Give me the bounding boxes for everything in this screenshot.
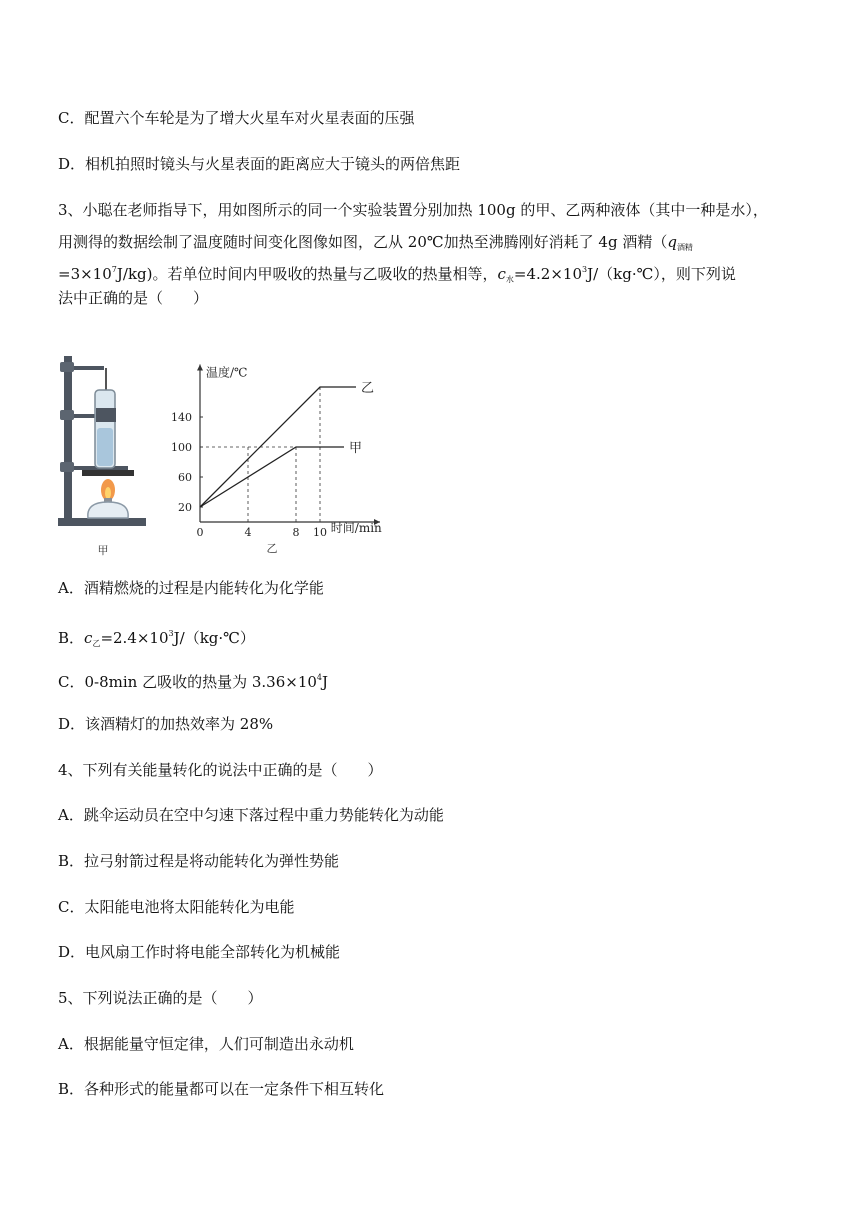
c-symbol: c — [84, 629, 93, 647]
gauze-icon — [82, 470, 134, 476]
clamp-icon — [60, 462, 74, 472]
y-axis-label: 温度/℃ — [206, 365, 248, 380]
q3-option-d: D．该酒精灯的加热效率为 28% — [58, 715, 274, 733]
q3-stem-line3 — [58, 260, 736, 290]
q4-option-d: D．电风扇工作时将电能全部转化为机械能 — [58, 943, 341, 961]
flame-core-icon — [105, 487, 111, 499]
q3-option-a: A．酒精燃烧的过程是内能转化为化学能 — [58, 579, 324, 597]
clamp-icon — [60, 410, 74, 420]
q3-stem-line2 — [58, 232, 693, 258]
y-tick-label: 100 — [171, 441, 192, 454]
alcohol-lamp-icon — [88, 502, 128, 518]
option-prefix: B． — [58, 629, 85, 647]
option-text: J/（kg·℃） — [173, 629, 255, 647]
q5-stem: 5、下列说法正确的是（ ） — [58, 989, 263, 1007]
graph-caption: 乙 — [266, 542, 278, 555]
x-tick-label: 4 — [244, 526, 252, 539]
y-axis-arrow-icon — [197, 365, 203, 371]
q3-text: J/kg)。若单位时间内甲吸收的热量与乙吸收的热量相等， — [116, 265, 498, 283]
q3-option-b — [58, 624, 255, 654]
y-tick-label: 60 — [178, 471, 192, 484]
tube-clamp-icon — [96, 408, 116, 422]
q3-option-c — [58, 668, 328, 692]
stand-base — [58, 518, 146, 526]
q3-text: =3×10 — [58, 265, 112, 283]
c-symbol: c — [497, 265, 506, 283]
series-label: 甲 — [349, 441, 363, 456]
x-tick-label: 8 — [292, 526, 300, 539]
y-tick-label: 20 — [178, 501, 192, 514]
clamp-icon — [60, 362, 74, 372]
q3-text: 用测得的数据绘制了温度随时间变化图像如图，乙从 20℃加热至沸腾刚好消耗了 4g 酒精（ — [58, 233, 668, 251]
exponent: 3 — [582, 265, 588, 274]
q3-stem-line4: 法中正确的是（ ） — [58, 289, 209, 307]
liquid-icon — [97, 428, 113, 466]
exponent: 4 — [316, 673, 322, 682]
q4-option-c: C．太阳能电池将太阳能转化为电能 — [58, 898, 295, 916]
q-subscript: 酒精 — [676, 243, 693, 252]
x-tick-label: 10 — [313, 526, 327, 539]
stand-rod — [64, 356, 72, 522]
option-c-prev: C．配置六个车轮是为了增大火星车对火星表面的压强 — [58, 109, 415, 127]
q3-text: =4.2×10 — [513, 265, 582, 283]
q4-stem: 4、下列有关能量转化的说法中正确的是（ ） — [58, 761, 383, 779]
x-tick-label: 0 — [196, 526, 204, 539]
x-axis-label: 时间/min — [330, 521, 382, 535]
option-text: =2.4×10 — [100, 629, 169, 647]
apparatus-illustration — [58, 356, 146, 557]
exponent: 7 — [111, 265, 117, 274]
c-subscript: 乙 — [92, 639, 101, 648]
q4-option-b: B．拉弓射箭过程是将动能转化为弹性势能 — [58, 852, 340, 870]
q5-option-b: B．各种形式的能量都可以在一定条件下相互转化 — [58, 1080, 385, 1098]
y-tick-label: 140 — [171, 411, 192, 424]
option-text: C．0-8min 乙吸收的热量为 3.36×10 — [58, 673, 317, 691]
q3-stem-line1: 3、小聪在老师指导下，用如图所示的同一个实验装置分别加热 100g 的甲、乙两种液体（其中一种是水）， — [58, 201, 768, 219]
q4-option-a: A．跳伞运动员在空中匀速下落过程中重力势能转化为动能 — [58, 806, 444, 824]
c-subscript: 水 — [505, 275, 514, 284]
q3-figure — [56, 332, 396, 564]
series-line-jia — [200, 447, 344, 507]
q5-option-a: A．根据能量守恒定律，人们可制造出永动机 — [58, 1035, 354, 1053]
q3-figure-svg — [56, 332, 396, 564]
q-symbol: q — [667, 233, 677, 251]
series-label: 乙 — [361, 381, 375, 396]
exponent: 3 — [168, 629, 174, 638]
temperature-time-chart — [171, 365, 382, 556]
option-text: J — [322, 673, 329, 691]
apparatus-caption: 甲 — [97, 544, 109, 557]
option-d-prev: D．相机拍照时镜头与火星表面的距离应大于镜头的两倍焦距 — [58, 155, 461, 173]
q3-text: J/（kg·℃），则下列说 — [587, 265, 736, 283]
